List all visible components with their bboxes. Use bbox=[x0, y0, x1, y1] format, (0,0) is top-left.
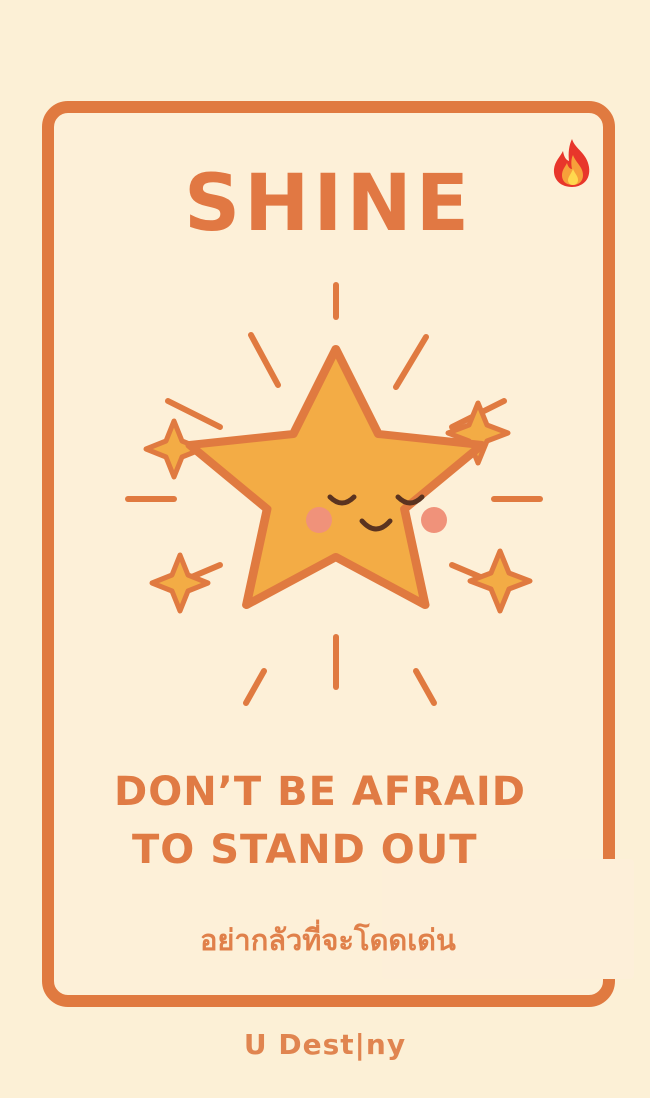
brand-footer: U Dest|ny bbox=[243, 1028, 407, 1061]
tagline-line-2: TO STAND OUT bbox=[132, 827, 478, 873]
tagline-line-1: DON’T BE AFRAID bbox=[114, 769, 526, 815]
smiling-star-icon bbox=[116, 275, 546, 715]
star-body bbox=[190, 349, 482, 605]
affirmation-card bbox=[42, 101, 615, 1007]
tagline bbox=[114, 763, 526, 879]
thai-caption: อย่ากลัวที่จะโดดเด่น bbox=[200, 923, 456, 957]
card-title: SHINE bbox=[183, 159, 474, 249]
